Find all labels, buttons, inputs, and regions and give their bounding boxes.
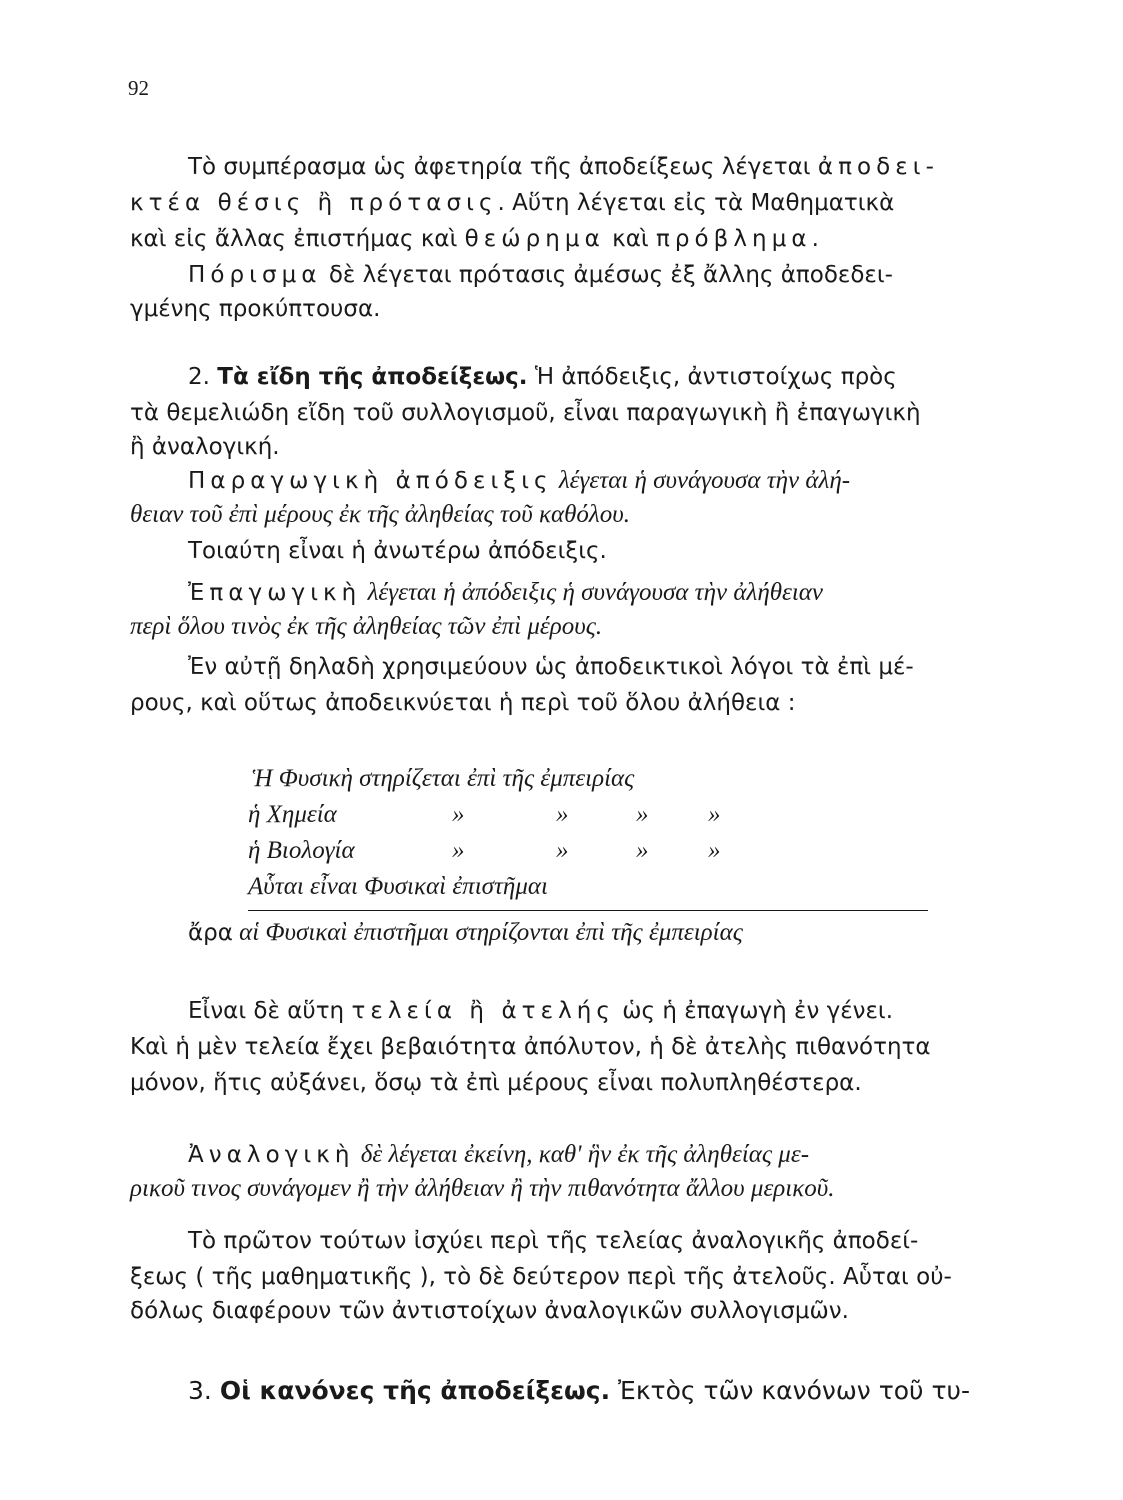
- text-line: τὰ θεμελιώδη εἴδη τοῦ συλλογισμοῦ, εἶναι παραγωγικὴ ἢ ἐπαγωγικὴ: [130, 400, 921, 426]
- text-line: μόνον, ἥτις αὐξάνει, ὅσῳ τὰ ἐπὶ μέρους εἶναι πολυπληθέστερα.: [130, 1070, 862, 1096]
- page-number: 92: [128, 76, 149, 100]
- ditto-mark: »: [452, 837, 465, 864]
- section-title: Οἱ κανόνες τῆς ἀποδείξεως.: [219, 1376, 611, 1405]
- text-line: Τὸ πρῶτον τούτων ἰσχύει περὶ τῆς τελείας ἀναλογικῆς ἀποδεί-: [188, 1228, 919, 1254]
- syllogism-premise: Αὗται εἶναι Φυσικαὶ ἐπιστῆμαι: [248, 873, 548, 900]
- section-heading: 3. Οἱ κανόνες τῆς ἀποδείξεως. Ἐκτὸς τῶν κανόνων τοῦ τυ-: [188, 1376, 970, 1405]
- definition-line: Παραγωγικὴ ἀπόδειξις λέγεται ἡ συνάγουσα τὴν ἀλή-: [188, 467, 851, 494]
- ditto-mark: »: [452, 801, 465, 828]
- text-line: Πόρισμα δὲ λέγεται πρότασις ἀμέσως ἐξ ἄλλης ἀποδεδει-: [188, 262, 893, 288]
- text-line: δόλως διαφέρουν τῶν ἀντιστοίχων ἀναλογικῶν συλλογισμῶν.: [130, 1298, 849, 1324]
- definition-line: Ἐπαγωγικὴ λέγεται ἡ ἀπόδειξις ἡ συνάγουσα τὴν ἀλήθειαν: [188, 579, 824, 606]
- text-line: Τὸ συμπέρασμα ὡς ἀφετηρία τῆς ἀποδείξεως λέγεται ἀποδει-: [188, 154, 939, 180]
- ditto-mark: »: [556, 801, 569, 828]
- section-title: Τὰ εἴδη τῆς ἀποδείξεως.: [217, 364, 528, 390]
- syllogism-premise: ἡ Χημεία: [248, 801, 337, 828]
- text-line: Ἐν αὐτῇ δηλαδὴ χρησιμεύουν ὡς ἀποδεικτικοὶ λόγοι τὰ ἐπὶ μέ-: [188, 654, 914, 680]
- text-line: ξεως ( τῆς μαθηματικῆς ), τὸ δὲ δεύτερον περὶ τῆς ἀτελοῦς. Αὗται οὐ-: [130, 1264, 952, 1290]
- ditto-mark: »: [556, 837, 569, 864]
- text-line: κτέα θέσις ἢ πρότασις. Αὕτη λέγεται εἰς τὰ Μαθηματικὰ: [130, 190, 895, 216]
- text-line: γμένης προκύπτουσα.: [130, 296, 381, 322]
- ditto-mark: »: [708, 837, 721, 864]
- text-line: ἢ ἀναλογική.: [130, 434, 280, 460]
- text-line: καὶ εἰς ἄλλας ἐπιστήμας καὶ θεώρημα καὶ πρόβλημα.: [130, 226, 819, 252]
- definition-line: ρικοῦ τινος συνάγομεν ἢ τὴν ἀλήθειαν ἢ τὴν πιθανότητα ἄλλου μερικοῦ.: [130, 1175, 835, 1202]
- syllogism-premise: Ἡ Φυσικὴ στηρίζεται ἐπὶ τῆς ἐμπειρίας: [252, 765, 635, 792]
- definition-line: θειαν τοῦ ἐπὶ μέρους ἐκ τῆς ἀληθείας τοῦ καθόλου.: [130, 501, 630, 528]
- syllogism-premise: ἡ Βιολογία: [248, 837, 355, 864]
- text-line: Καὶ ἡ μὲν τελεία ἔχει βεβαιότητα ἀπόλυτον, ἡ δὲ ἀτελὴς πιθανότητα: [130, 1034, 931, 1060]
- syllogism-rule: [248, 910, 928, 911]
- ditto-mark: »: [636, 837, 649, 864]
- text-line: ρους, καὶ οὕτως ἀποδεικνύεται ἡ περὶ τοῦ ὅλου ἀλήθεια :: [130, 690, 796, 716]
- definition-line: Ἀναλογικὴ δὲ λέγεται ἐκείνη, καθ' ἣν ἐκ τῆς ἀληθείας με-: [188, 1141, 810, 1168]
- text-line: Τοιαύτη εἶναι ἡ ἀνωτέρω ἀπόδειξις.: [188, 538, 607, 564]
- definition-line: περὶ ὅλου τινὸς ἐκ τῆς ἀληθείας τῶν ἐπὶ μέρους.: [130, 613, 603, 640]
- text-line: Εἶναι δὲ αὕτη τελεία ἢ ἀτελής ὡς ἡ ἐπαγωγὴ ἐν γένει.: [188, 998, 894, 1024]
- syllogism-conclusion: ἄρα αἱ Φυσικαὶ ἐπιστῆμαι στηρίζονται ἐπὶ τῆς ἐμπειρίας: [188, 919, 743, 946]
- section-heading: 2. Τὰ εἴδη τῆς ἀποδείξεως. Ἡ ἀπόδειξις, ἀντιστοίχως πρὸς: [188, 364, 897, 390]
- ditto-mark: »: [636, 801, 649, 828]
- ditto-mark: »: [708, 801, 721, 828]
